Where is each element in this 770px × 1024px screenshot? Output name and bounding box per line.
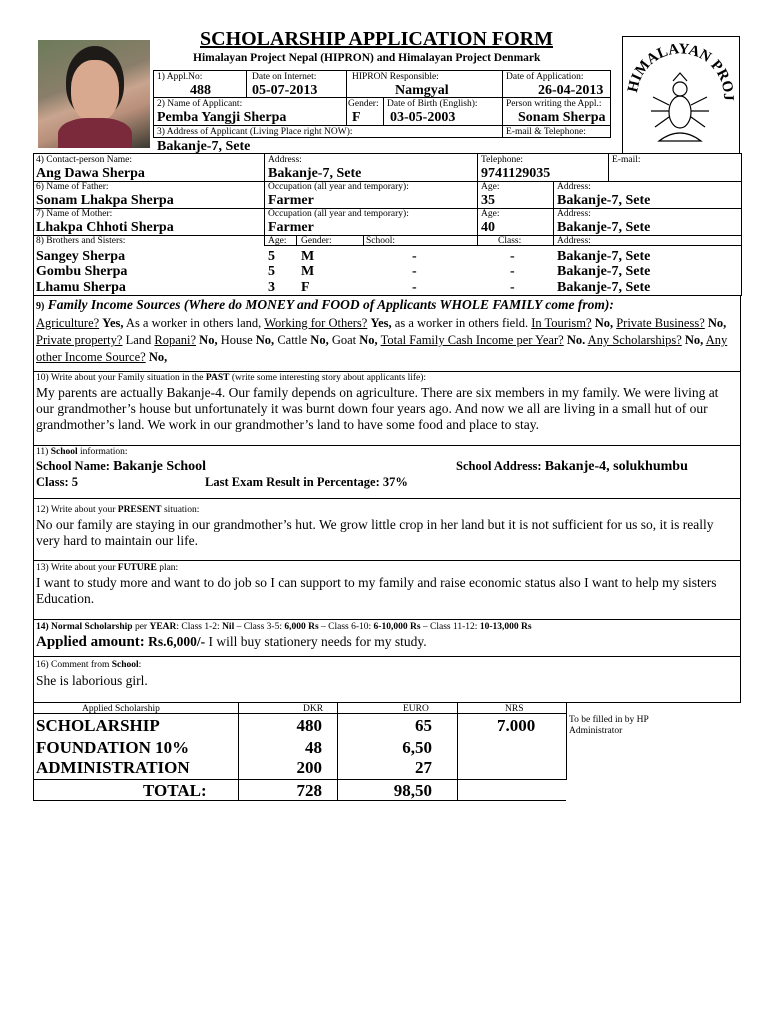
appl-no-label: 1) Appl.No: bbox=[157, 72, 203, 82]
mother-label: 7) Name of Mother: bbox=[36, 209, 113, 219]
contact-email-label: E-mail: bbox=[612, 155, 641, 165]
col-euro: EURO bbox=[403, 704, 429, 714]
contact-name-label: 4) Contact-person Name: bbox=[36, 155, 133, 165]
income-answers: Agriculture? Yes, As a worker in others land, Working for Others? Yes, as a worker in others field. In Tourism? No, Private Business? No, Private property? Land Ropani? No, House No, Cattle No, Goat No, Total Family Cash Income per Year? No. Any Scholarships? No, Any other Income Source? No, bbox=[36, 316, 728, 364]
date-internet-label: Date on Internet: bbox=[252, 72, 317, 82]
contact-telephone-label: Telephone: bbox=[481, 155, 524, 165]
income-heading: Family Income Sources (Where do MONEY and FOOD of Applicants WHOLE FAMILY come from): bbox=[47, 297, 614, 312]
normal-scholarship-label: 14) Normal Scholarship per YEAR: Class 1-2: Nil – Class 3-5: 6,000 Rs – Class 6-10: 6-10,000 Rs – Class 11-12: 10-13,000 Rs bbox=[36, 622, 532, 632]
dob-label: Date of Birth (English): bbox=[387, 99, 478, 109]
address-value: Bakanje-7, Sete bbox=[157, 139, 251, 154]
father-occupation: Farmer bbox=[268, 193, 314, 208]
dob-value: 03-05-2003 bbox=[390, 110, 456, 125]
gender-value: F bbox=[352, 110, 361, 125]
past-label: 10) Write about your Family situation in the PAST (write some interesting story about applicants life): bbox=[36, 373, 427, 383]
exam-result: Last Exam Result in Percentage: 37% bbox=[205, 475, 408, 489]
himalayan-project-logo bbox=[622, 36, 740, 154]
future-label: 13) Write about your FUTURE plan: bbox=[36, 563, 179, 573]
hipron-label: HIPRON Responsible: bbox=[352, 72, 439, 82]
present-label: 12) Write about your PRESENT situation: bbox=[36, 505, 200, 515]
contact-address-value: Bakanje-7, Sete bbox=[268, 166, 362, 181]
date-application-label: Date of Application: bbox=[506, 72, 584, 82]
father-occupation-label: Occupation (all year and temporary): bbox=[268, 182, 409, 192]
writer-value: Sonam Sherpa bbox=[518, 110, 606, 125]
col-nrs: NRS bbox=[505, 704, 524, 714]
father-label: 6) Name of Father: bbox=[36, 182, 109, 192]
income-number: 9) bbox=[36, 301, 45, 312]
contact-telephone-value: 9741129035 bbox=[481, 166, 551, 181]
applicant-name-label: 2) Name of Applicant: bbox=[157, 99, 243, 109]
school-class: Class: 5 bbox=[36, 475, 79, 489]
mother-age-label: Age: bbox=[481, 209, 500, 219]
mother-address-label: Address: bbox=[557, 209, 591, 219]
col-dkr: DKR bbox=[303, 704, 324, 714]
form-title: SCHOLARSHIP APPLICATION FORM bbox=[200, 28, 553, 50]
siblings-class-label: Class: bbox=[498, 236, 522, 246]
comment-label: 16) Comment from School: bbox=[36, 660, 142, 670]
father-age: 35 bbox=[481, 193, 495, 208]
present-text: No our family are staying in our grandmother’s hut. We grow little crop in her land but it is not sufficient for us so, it is really very hard to maintain our life. bbox=[36, 517, 714, 548]
email-phone-label: E-mail & Telephone: bbox=[506, 127, 586, 137]
siblings-address-label: Address: bbox=[557, 236, 591, 246]
school-name: School Name: Bakanje School bbox=[36, 459, 207, 474]
writer-label: Person writing the Appl.: bbox=[506, 99, 602, 109]
form-subtitle: Himalayan Project Nepal (HIPRON) and Himalayan Project Denmark bbox=[193, 52, 541, 64]
svg-text:HIMALAYAN PROJECT: HIMALAYAN PROJ bbox=[625, 41, 737, 101]
mother-occupation: Farmer bbox=[268, 220, 314, 235]
mother-address: Bakanje-7, Sete bbox=[557, 220, 651, 235]
col-applied-scholarship: Applied Scholarship bbox=[82, 704, 160, 714]
gender-label: Gender: bbox=[348, 99, 379, 109]
hipron-value: Namgyal bbox=[395, 83, 449, 98]
father-name: Sonam Lhakpa Sherpa bbox=[36, 193, 174, 208]
applied-amount: Applied amount: Rs.6,000/- I will buy stationery needs for my study. bbox=[36, 634, 427, 650]
admin-note: To be filled in by HP Administrator bbox=[569, 715, 649, 736]
comment-text: She is laborious girl. bbox=[36, 673, 148, 688]
applicant-photo bbox=[38, 40, 150, 148]
school-label: 11) School information: bbox=[36, 447, 128, 457]
siblings-label: 8) Brothers and Sisters: bbox=[36, 236, 126, 246]
school-address: School Address: Bakanje-4, solukhumbu bbox=[456, 459, 688, 474]
past-text: My parents are actually Bakanje-4. Our family depends on agriculture. There are six members in my family. We were living at our grandmother’s house but unfortunately it was burnt down four years ago. And now we all are living in a small hut of our grandmother’s land. We work in our grandmother’s land to have some food and place to stay. bbox=[36, 385, 719, 432]
contact-name-value: Ang Dawa Sherpa bbox=[36, 166, 145, 181]
siblings-school-label: School: bbox=[366, 236, 396, 246]
siblings-gender-label: Gender: bbox=[301, 236, 332, 246]
mother-age: 40 bbox=[481, 220, 495, 235]
address-label: 3) Address of Applicant (Living Place right NOW): bbox=[157, 127, 353, 137]
date-internet-value: 05-07-2013 bbox=[252, 83, 318, 98]
father-age-label: Age: bbox=[481, 182, 500, 192]
date-application-value: 26-04-2013 bbox=[538, 83, 604, 98]
mother-name: Lhakpa Chhoti Sherpa bbox=[36, 220, 174, 235]
appl-no-value: 488 bbox=[190, 83, 211, 98]
father-address: Bakanje-7, Sete bbox=[557, 193, 651, 208]
contact-address-label: Address: bbox=[268, 155, 302, 165]
siblings-age-label: Age: bbox=[268, 236, 287, 246]
future-text: I want to study more and want to do job so I can support to my family and raise economic status also I want to help my sisters Education. bbox=[36, 575, 717, 606]
applicant-name-value: Pemba Yangji Sherpa bbox=[157, 110, 287, 125]
father-address-label: Address: bbox=[557, 182, 591, 192]
mother-occupation-label: Occupation (all year and temporary): bbox=[268, 209, 409, 219]
